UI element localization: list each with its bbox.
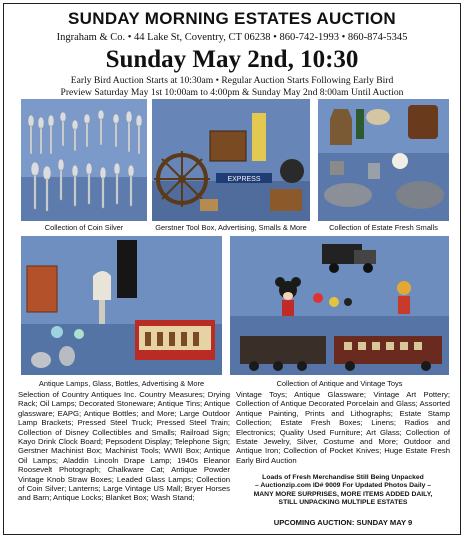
caption-gerstner: Gerstner Tool Box, Advertising, Smalls & More xyxy=(155,223,307,232)
ad-address: Ingraham & Co. • 44 Lake St, Coventry, CT 06238 • 860-742-1993 • 860-874-5345 xyxy=(56,32,408,43)
items-list-left: Selection of Country Antiques Inc. Country Measures; Drying Rack; Oil Lamps; Decorated Stoneware; Antique Tins; Antique glassware; EAPG; Antique Bottles; and More; Large Outdoor Lamp Brackets; Pressed Steel Truck; Pressed Steel Train; Collection of Disney Collectibles and Smalls; Railroad Sign; Kayo Drink Clock Board; Pepsodent Display; Telephone Sign; Gerstner Machinist Box; Machinist Tools; WWII Box; Antique Oil Lamps; Aladdin Lincoln Drape Lamp; 1940s Eleanor Roosevelt Photograph; Chalkware Cat; Antique Powder Vintage Knob Straw Boxes; Leaded Glass Lamps; Collection of Coin Silver; Lanterns; Large Vintage US Mall; Bryer Horses and Barn; Antique Locks; Blanket Box; Wash Stand; xyxy=(18,390,230,503)
unpacking-notice xyxy=(236,474,450,507)
photo-coin-silver xyxy=(21,99,147,221)
photo-estate-smalls xyxy=(318,99,449,221)
photo-gerstner-toolbox xyxy=(152,99,310,221)
notice-line-3: MANY MORE SURPRISES, MORE ITEMS ADDED DAILY, xyxy=(253,490,433,498)
caption-coin-silver: Collection of Coin Silver xyxy=(44,223,124,232)
ad-subline-preview: Preview Saturday May 1st 10:00am to 4:00pm & Sunday May 2nd 8:00am Until Auction xyxy=(60,87,404,98)
auction-ad xyxy=(3,3,461,535)
toolbox-wheel-image xyxy=(152,99,310,221)
ad-date: Sunday May 2nd, 10:30 xyxy=(105,46,359,73)
photo-toys xyxy=(230,236,449,375)
ad-subline-early-bird: Early Bird Auction Starts at 10:30am • Regular Auction Starts Following Early Bird xyxy=(70,75,394,86)
notice-line-1: Loads of Fresh Merchandise Still Being Unpacked xyxy=(262,474,424,481)
silver-spoons-image xyxy=(21,99,147,221)
items-list-right: Vintage Toys; Antique Glassware; Vintage Art Pottery; Collection of Antique Decorated Porcelain and Glass; Assorted Antique Painting, Prints and Lithographs; Estate Stamp Collection; Estate Fresh Boxes; Linens; Radios and Electronics; Quality Used Furniture; Art Glass; Collection of Estate Jewelry, Silver, Costume and More; Outdoor and Antique Iron; Collection of Pocket Knives; Huge Estate Fresh Early Bird Auction xyxy=(236,390,450,465)
caption-toys: Collection of Antique and Vintage Toys xyxy=(276,379,403,388)
toys-image xyxy=(230,236,449,375)
caption-estate-smalls: Collection of Estate Fresh Smalls xyxy=(329,223,438,232)
lamps-advertising-image xyxy=(21,236,222,375)
estate-smalls-image xyxy=(318,99,449,221)
ad-title: SUNDAY MORNING ESTATES AUCTION xyxy=(68,9,396,28)
express-sign-text: EXPRESS xyxy=(227,176,261,183)
notice-line-2: – Auctionzip.com ID# 9009 For Updated Photos Daily – xyxy=(254,482,432,490)
upcoming-auction: UPCOMING AUCTION: SUNDAY MAY 9 xyxy=(273,518,413,527)
photo-lamps-glass xyxy=(21,236,222,375)
caption-lamps: Antique Lamps, Glass, Bottles, Advertising & More xyxy=(38,379,205,388)
notice-line-4: STILL UNPACKING MULTIPLE ESTATES xyxy=(278,498,408,506)
